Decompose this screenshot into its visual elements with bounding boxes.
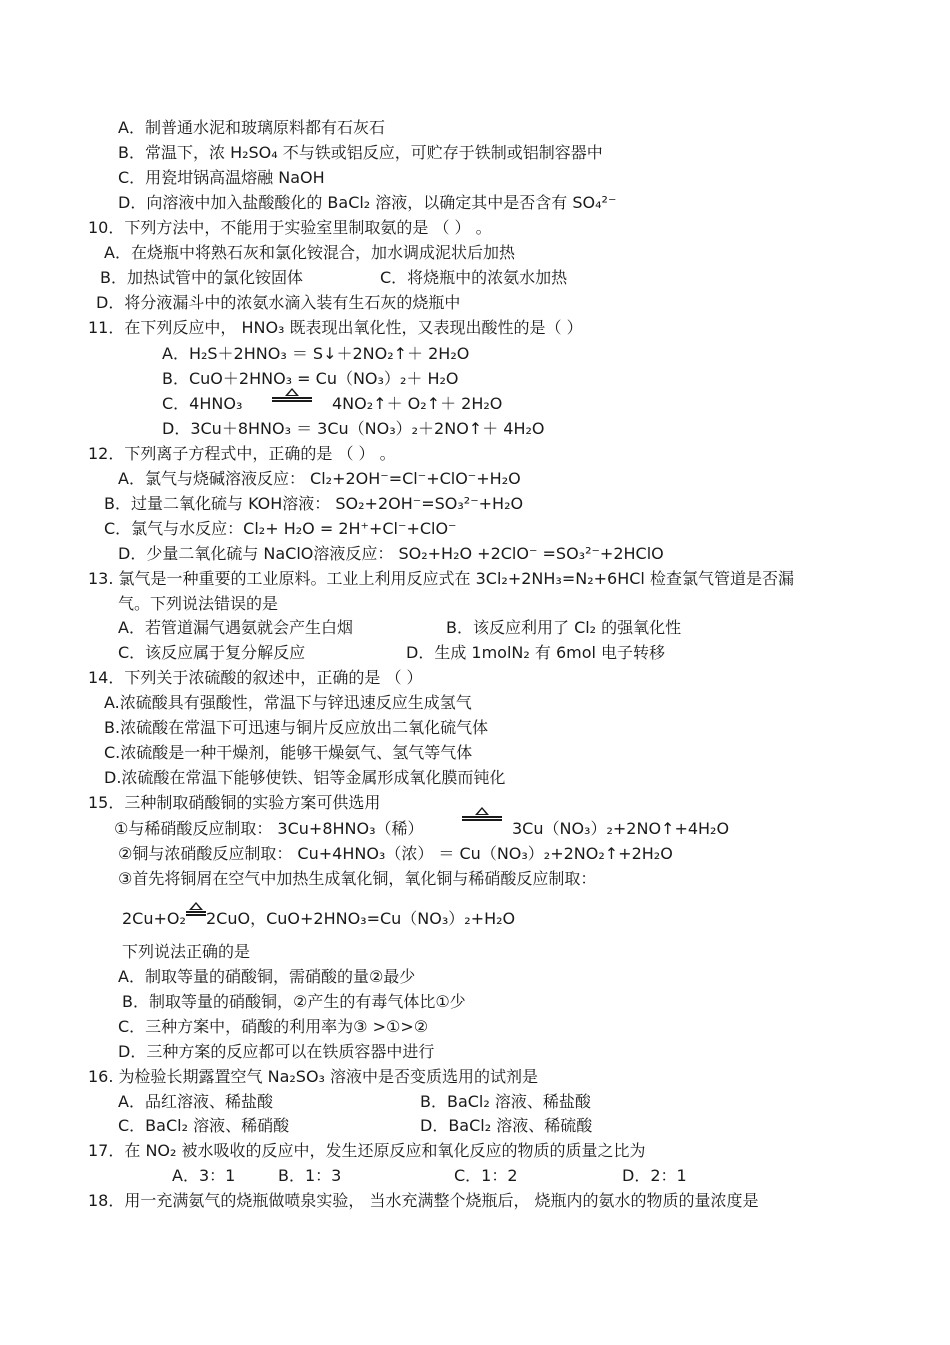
- q13-option-a: A．若管道漏气遇氨就会产生白烟: [118, 618, 353, 637]
- q15-plan3: ③首先将铜屑在空气中加热生成氧化铜，氧化铜与稀硝酸反应制取：: [118, 869, 597, 888]
- q13-option-c: C．该反应属于复分解反应: [118, 643, 306, 662]
- q10-option-d: D．将分液漏斗中的浓氨水滴入装有生石灰的烧瓶中: [96, 293, 461, 312]
- q14-option-c: C.浓硫酸是一种干燥剂，能够干燥氨气、氢气等气体: [104, 743, 473, 762]
- q9-option-a: A．制普通水泥和玻璃原料都有石灰石: [118, 118, 385, 137]
- q14-option-b: B.浓硫酸在常温下可迅速与铜片反应放出二氧化硫气体: [104, 718, 489, 737]
- q13-stem-line2: 气。下列说法错误的是: [118, 594, 279, 613]
- q14-stem: 14．下列关于浓硫酸的叙述中，正确的是 （ ）: [88, 668, 423, 687]
- q15-plan1-right: 3Cu（NO₃）₂+2NO↑+4H₂O: [512, 819, 730, 838]
- q10-option-c: C．将烧瓶中的浓氨水加热: [380, 268, 568, 287]
- q13-option-b: B．该反应利用了 Cl₂ 的强氧化性: [446, 618, 682, 637]
- q12-option-b: B．过量二氧化硫与 KOH溶液： SO₂+2OH⁻=SO₃²⁻+H₂O: [104, 494, 524, 513]
- heating-condition-symbol: [186, 902, 206, 916]
- q12-option-a: A．氯气与烧碱溶液反应： Cl₂+2OH⁻=Cl⁻+ClO⁻+H₂O: [118, 469, 521, 488]
- q10-stem: 10．下列方法中，不能用于实验室里制取氨的是 （ ） 。: [88, 218, 492, 237]
- heating-condition-symbol: [272, 388, 312, 402]
- q15-ask: 下列说法正确的是: [122, 942, 251, 961]
- q15-stem: 15．三种制取硝酸铜的实验方案可供选用: [88, 793, 381, 812]
- q17-option-c: C．1：2: [454, 1166, 518, 1185]
- q16-option-c: C．BaCl₂ 溶液、稀硝酸: [118, 1116, 290, 1135]
- q11-option-c-right: 4NO₂↑＋ O₂↑＋ 2H₂O: [332, 394, 503, 413]
- q15-option-c: C．三种方案中，硝酸的利用率为③ >①>②: [118, 1017, 429, 1036]
- q15-plan1-left: ①与稀硝酸反应制取： 3Cu+8HNO₃（稀）: [114, 819, 424, 838]
- q15-plan3-eq-left: 2Cu+O₂: [122, 909, 186, 928]
- q13-stem-line1: 13. 氯气是一种重要的工业原料。工业上利用反应式在 3Cl₂+2NH₃=N₂+6HCl 检查氯气管道是否漏: [88, 569, 794, 588]
- q17-option-b: B．1：3: [278, 1166, 342, 1185]
- q14-option-d: D.浓硫酸在常温下能够使铁、铝等金属形成氧化膜而钝化: [104, 768, 506, 787]
- q13-option-d: D．生成 1molN₂ 有 6mol 电子转移: [406, 643, 666, 662]
- q16-option-a: A．品红溶液、稀盐酸: [118, 1092, 273, 1111]
- q17-stem: 17．在 NO₂ 被水吸收的反应中，发生还原反应和氧化反应的物质的质量之比为: [88, 1141, 646, 1160]
- q11-stem: 11．在下列反应中， HNO₃ 既表现出氧化性，又表现出酸性的是（ ）: [88, 318, 583, 337]
- q15-plan2: ②铜与浓硝酸反应制取： Cu+4HNO₃（浓） ＝ Cu（NO₃）₂+2NO₂↑+2H₂O: [118, 844, 673, 863]
- q12-option-d: D．少量二氧化硫与 NaClO溶液反应： SO₂+H₂O +2ClO⁻ =SO₃²⁻+2HClO: [118, 544, 664, 563]
- q15-option-a: A．制取等量的硝酸铜，需硝酸的量②最少: [118, 967, 416, 986]
- q18-stem: 18．用一充满氨气的烧瓶做喷泉实验， 当水充满整个烧瓶后， 烧瓶内的氨水的物质的量浓度是: [88, 1191, 759, 1210]
- q16-stem: 16. 为检验长期露置空气 Na₂SO₃ 溶液中是否变质选用的试剂是: [88, 1067, 539, 1086]
- q9-option-b: B．常温下，浓 H₂SO₄ 不与铁或铝反应，可贮存于铁制或铝制容器中: [118, 143, 603, 162]
- q10-option-a: A．在烧瓶中将熟石灰和氯化铵混合，加水调成泥状后加热: [104, 243, 515, 262]
- q11-option-b: B．CuO＋2HNO₃ = Cu（NO₃）₂＋ H₂O: [162, 369, 459, 388]
- q17-option-a: A．3：1: [172, 1166, 236, 1185]
- q11-option-d: D．3Cu＋8HNO₃ ＝ 3Cu（NO₃）₂＋2NO↑＋ 4H₂O: [162, 419, 545, 438]
- q16-option-d: D．BaCl₂ 溶液、稀硫酸: [420, 1116, 593, 1135]
- q9-option-c: C．用瓷坩锅高温熔融 NaOH: [118, 168, 325, 187]
- q11-option-a: A．H₂S＋2HNO₃ ＝ S↓＋2NO₂↑＋ 2H₂O: [162, 344, 470, 363]
- q15-plan3-eq-right: 2CuO，CuO+2HNO₃=Cu（NO₃）₂+H₂O: [206, 909, 516, 928]
- q14-option-a: A.浓硫酸具有强酸性，常温下与锌迅速反应生成氢气: [104, 693, 472, 712]
- q9-option-d: D．向溶液中加入盐酸酸化的 BaCl₂ 溶液，以确定其中是否含有 SO₄²⁻: [118, 193, 617, 212]
- q11-option-c-left: C．4HNO₃: [162, 394, 243, 413]
- q15-option-b: B．制取等量的硝酸铜，②产生的有毒气体比①少: [122, 992, 466, 1011]
- q15-option-d: D．三种方案的反应都可以在铁质容器中进行: [118, 1042, 435, 1061]
- q10-option-b: B．加热试管中的氯化铵固体: [100, 268, 303, 287]
- q12-option-c: C．氯气与水反应：Cl₂+ H₂O = 2H⁺+Cl⁻+ClO⁻: [104, 519, 457, 538]
- q12-stem: 12．下列离子方程式中，正确的是 （ ） 。: [88, 444, 396, 463]
- q17-option-d: D．2：1: [622, 1166, 687, 1185]
- q16-option-b: B．BaCl₂ 溶液、稀盐酸: [420, 1092, 591, 1111]
- heating-condition-symbol: [462, 807, 502, 821]
